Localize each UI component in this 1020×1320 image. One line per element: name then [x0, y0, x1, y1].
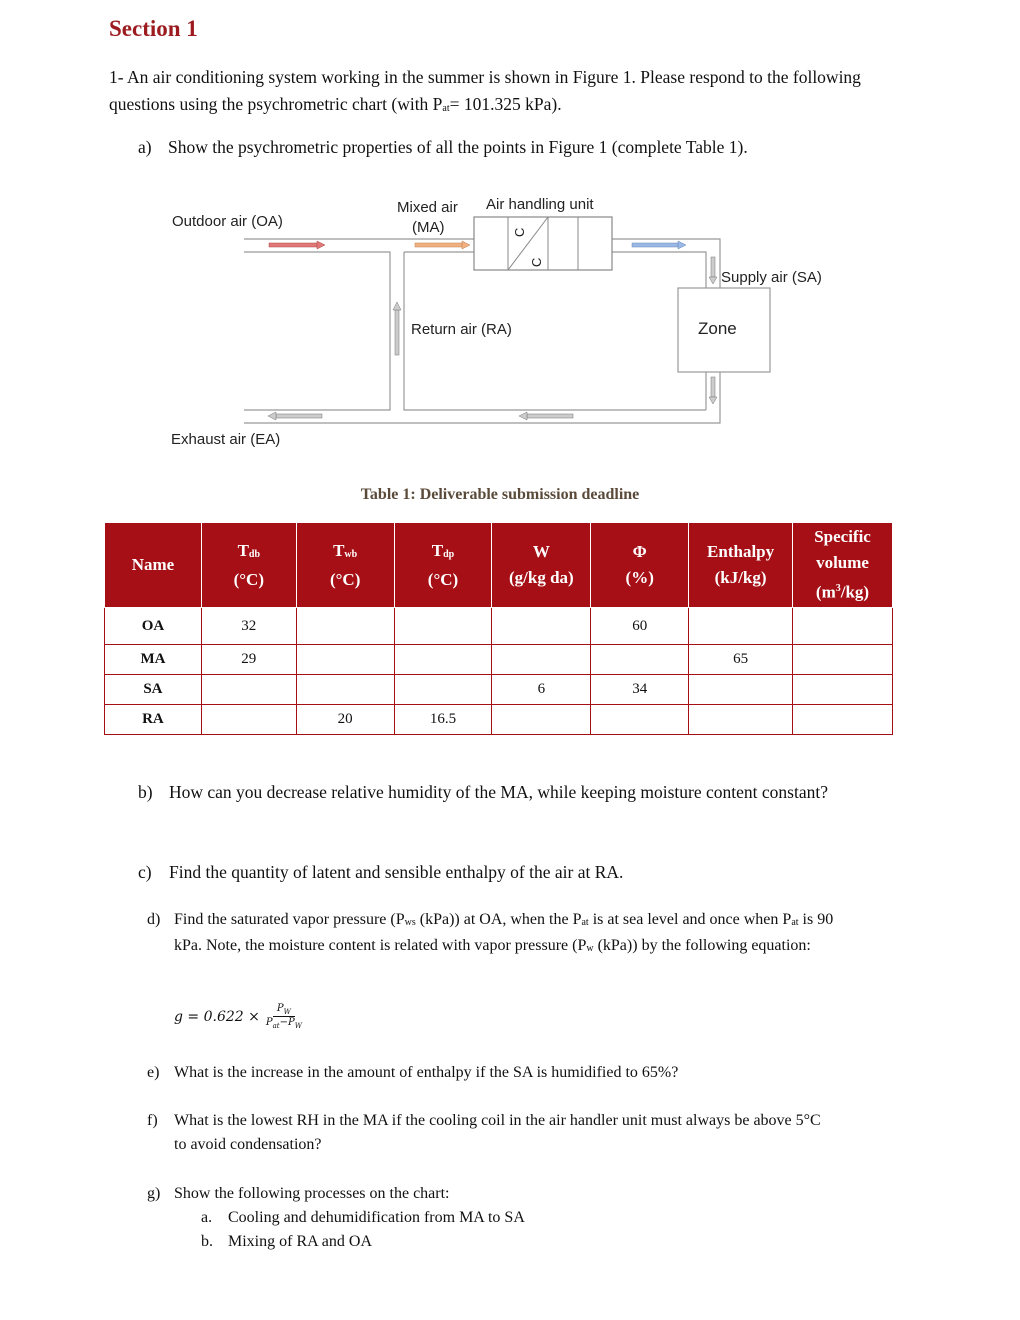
- row-name: SA: [105, 675, 202, 705]
- cell-tdb: [201, 675, 296, 705]
- cell-twb: [296, 645, 394, 675]
- question-b-text: How can you decrease relative humidity of the MA, while keeping moisture content constant?: [169, 782, 828, 802]
- header-twb: $T_{wb}$ (°C): [296, 523, 394, 608]
- cell-phi: 34: [591, 675, 689, 705]
- question-g-list: [201, 1206, 525, 1254]
- cell-tdp: [394, 608, 492, 645]
- list-item: a. Cooling and dehumidification from MA to SA: [201, 1209, 525, 1226]
- cell-volume: [793, 675, 893, 705]
- ahu-label: Air handling unit: [486, 196, 594, 213]
- cell-enthalpy: 65: [689, 645, 793, 675]
- cell-enthalpy: [689, 608, 793, 645]
- question-b: [138, 779, 890, 806]
- header-name: Name: [105, 523, 202, 608]
- supply-air-label: Supply air (SA): [721, 269, 822, 286]
- table-row: [105, 705, 893, 735]
- return-left-arrow: [519, 412, 573, 420]
- question-g: [147, 1182, 450, 1206]
- header-tdb: $T_{db}$ (°C): [201, 523, 296, 608]
- header-w: W (g/kg da): [492, 523, 591, 608]
- ma-arrow: [415, 241, 470, 249]
- question-e-text: What is the increase in the amount of enthalpy if the SA is humidified to 65%?: [174, 1064, 679, 1081]
- question-b-letter: b): [138, 782, 153, 802]
- exhaust-air-label: Exhaust air (EA): [171, 431, 281, 448]
- oa-arrow: [269, 241, 325, 249]
- table-header-row: [105, 523, 893, 608]
- question-g-letter: g): [147, 1185, 161, 1202]
- cell-tdb: 29: [201, 645, 296, 675]
- sa-arrow: [632, 241, 686, 249]
- question-1-intro: [109, 64, 909, 121]
- question-d-text: Find the saturated vapor pressure ($P_{ws}$ (kPa)) at OA, when the $P_{at}$ is at sea level and once when $P_{at}$ is 90 kPa. Note, the moisture content is related with vapor pressure ($P_w$ (kPa)) by the following equation:: [174, 911, 834, 954]
- question-f-text: What is the lowest RH in the MA if the cooling coil in the air handler unit must always be above 5°C to avoid condensation?: [174, 1112, 821, 1153]
- row-name: RA: [105, 705, 202, 735]
- zone-exit-arrow: [709, 377, 717, 404]
- equation-fraction: $P_W$ $P_{at}-P_W$: [265, 1003, 302, 1030]
- supply-down-arrow: [709, 257, 717, 284]
- table-row: [105, 608, 893, 645]
- row-name: MA: [105, 645, 202, 675]
- psychrometric-table: [104, 522, 893, 735]
- cell-tdp: [394, 645, 492, 675]
- cell-twb: 20: [296, 705, 394, 735]
- coil-label-2: C: [529, 257, 544, 267]
- question-d-letter: d): [147, 911, 161, 928]
- question-c-letter: c): [138, 862, 152, 882]
- header-enthalpy: Enthalpy (kJ/kg): [689, 523, 793, 608]
- header-specific-volume: Specific volume $(m^3/kg)$: [793, 523, 893, 608]
- table-row: [105, 675, 893, 705]
- header-tdp: $T_{dp}$ (°C): [394, 523, 492, 608]
- cell-tdb: [201, 705, 296, 735]
- question-1-suffix: = 101.325 kPa).: [449, 94, 562, 114]
- moisture-equation: [174, 1003, 304, 1030]
- list-item: b. Mixing of RA and OA: [201, 1233, 372, 1250]
- cell-w: 6: [492, 675, 591, 705]
- cell-volume: [793, 645, 893, 675]
- cell-tdp: 16.5: [394, 705, 492, 735]
- question-c: [138, 859, 623, 886]
- table-row: [105, 645, 893, 675]
- cell-twb: [296, 675, 394, 705]
- cell-phi: [591, 705, 689, 735]
- section-title: Section 1: [109, 16, 198, 41]
- question-g-text: Show the following processes on the chart:: [174, 1185, 450, 1202]
- cell-phi: 60: [591, 608, 689, 645]
- table-caption: Table 1: Deliverable submission deadline: [360, 486, 640, 503]
- cell-tdp: [394, 675, 492, 705]
- equation-lhs: g = 0.622 ×: [174, 1008, 260, 1025]
- header-phi: Φ (%): [591, 523, 689, 608]
- question-c-text: Find the quantity of latent and sensible enthalpy of the air at RA.: [169, 862, 624, 882]
- exhaust-left-arrow: [268, 412, 322, 420]
- cell-enthalpy: [689, 705, 793, 735]
- row-name: OA: [105, 608, 202, 645]
- mixed-air-abbr: (MA): [412, 219, 445, 236]
- return-up-arrow: [393, 302, 401, 355]
- figure-1-diagram: [0, 180, 1020, 460]
- question-e-letter: e): [147, 1064, 160, 1081]
- cell-twb: [296, 608, 394, 645]
- cell-w: [492, 705, 591, 735]
- coil-label-1: C: [512, 227, 527, 237]
- cell-phi: [591, 645, 689, 675]
- question-f: [147, 1109, 837, 1157]
- cell-volume: [793, 608, 893, 645]
- cell-volume: [793, 705, 893, 735]
- question-a: [138, 134, 748, 161]
- zone-label: Zone: [698, 319, 737, 338]
- question-d: [147, 908, 837, 960]
- question-e: [147, 1061, 678, 1085]
- cell-w: [492, 645, 591, 675]
- cell-w: [492, 608, 591, 645]
- cell-tdb: 32: [201, 608, 296, 645]
- question-a-letter: a): [138, 137, 152, 157]
- question-a-text: Show the psychrometric properties of all the points in Figure 1 (complete Table 1).: [168, 137, 748, 157]
- mixed-air-label: Mixed air: [397, 199, 458, 216]
- question-1-sub: at: [442, 103, 450, 114]
- question-1-text: 1- An air conditioning system working in the summer is shown in Figure 1. Please respond to the following questions using the psychrometric chart (with P: [109, 67, 861, 114]
- return-air-label: Return air (RA): [411, 321, 512, 338]
- question-f-letter: f): [147, 1112, 158, 1129]
- cell-enthalpy: [689, 675, 793, 705]
- outdoor-air-label: Outdoor air (OA): [172, 213, 283, 230]
